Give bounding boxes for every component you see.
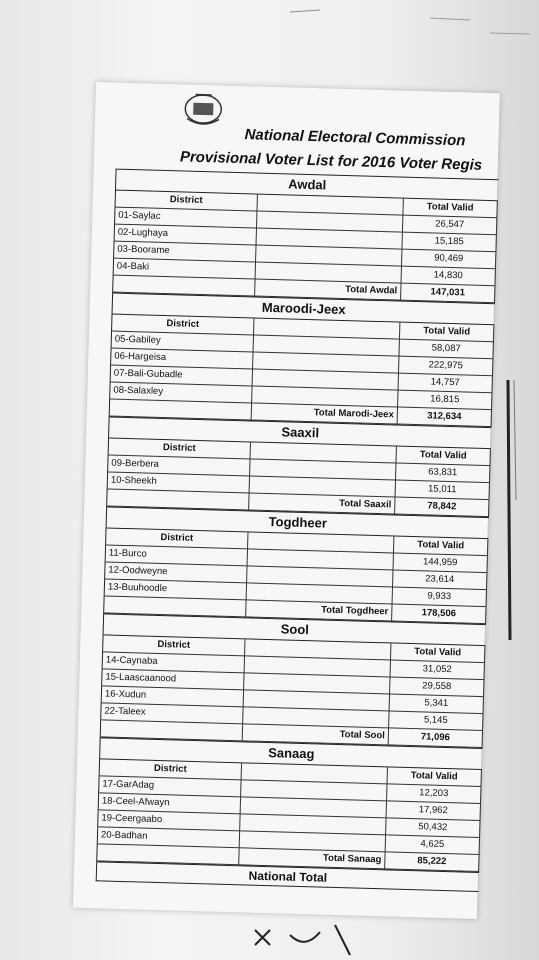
document-sheet bbox=[73, 82, 500, 919]
region-name: Togdheer bbox=[107, 507, 489, 539]
district-name: 14-Caynaba bbox=[103, 652, 245, 673]
district-total: 50,432 bbox=[386, 818, 480, 838]
document-title: Provisional Voter List for 2016 Voter Regis bbox=[179, 148, 483, 174]
district-name: 12-Oodweyne bbox=[105, 562, 247, 583]
region-name: Sool bbox=[104, 614, 486, 646]
scan-edge-mark bbox=[504, 380, 518, 640]
district-total: 14,757 bbox=[399, 374, 493, 394]
total-valid-column-header: Total Valid bbox=[400, 323, 494, 343]
district-total: 17,962 bbox=[387, 801, 481, 821]
district-total: 29,558 bbox=[390, 677, 484, 697]
region-total-label: Total Saaxil bbox=[249, 493, 395, 514]
region-block bbox=[107, 418, 491, 519]
district-column-header: District bbox=[109, 439, 251, 460]
district-name: 08-Salaxley bbox=[110, 383, 252, 404]
region-table bbox=[110, 315, 495, 428]
region-table bbox=[101, 635, 486, 748]
region-name: Saaxil bbox=[109, 418, 491, 450]
region-block bbox=[104, 507, 489, 625]
district-total: 5,145 bbox=[389, 711, 483, 731]
district-name: 13-Buuhoodle bbox=[105, 579, 247, 600]
district-column-header: District bbox=[103, 635, 245, 656]
region-total-label: Total Togdheer bbox=[246, 600, 392, 621]
district-total: 9,933 bbox=[393, 587, 487, 607]
district-name: 04-Baki bbox=[114, 259, 256, 280]
district-column-header: District bbox=[112, 315, 254, 336]
district-name: 17-GarAdag bbox=[99, 776, 241, 797]
district-total: 15,011 bbox=[396, 481, 490, 501]
district-column-header: District bbox=[116, 191, 258, 212]
district-name: 10-Sheekh bbox=[108, 472, 250, 493]
district-column-header: District bbox=[106, 528, 248, 549]
district-name: 01-Saylac bbox=[115, 208, 257, 229]
district-name: 05-Gabiley bbox=[112, 332, 254, 353]
organization-name: National Electoral Commission bbox=[244, 126, 466, 150]
district-name: 18-Ceel-Afwayn bbox=[99, 793, 241, 814]
district-name: 07-Bali-Gubadle bbox=[111, 366, 253, 387]
commission-seal-icon bbox=[175, 86, 232, 132]
district-total: 58,087 bbox=[399, 340, 493, 360]
region-table bbox=[104, 528, 488, 624]
district-total: 23,614 bbox=[393, 570, 487, 590]
district-name: 20-Badhan bbox=[98, 827, 240, 848]
handwritten-marks bbox=[250, 920, 390, 960]
district-total: 5,341 bbox=[390, 694, 484, 714]
district-name: 16-Xudun bbox=[102, 686, 244, 707]
scan-artifact-marks bbox=[280, 0, 539, 50]
total-valid-column-header: Total Valid bbox=[403, 199, 497, 219]
region-table bbox=[113, 191, 498, 304]
district-total: 4,625 bbox=[386, 835, 480, 855]
region-block bbox=[110, 294, 495, 429]
region-block bbox=[101, 614, 486, 749]
region-total-label: Total Marodi-Jeex bbox=[252, 403, 398, 424]
voter-table bbox=[96, 169, 499, 892]
total-valid-column-header: Total Valid bbox=[394, 537, 488, 557]
district-total: 90,469 bbox=[402, 250, 496, 270]
region-name: Sanaag bbox=[100, 738, 482, 770]
region-block bbox=[113, 170, 498, 305]
district-total: 31,052 bbox=[390, 660, 484, 680]
district-total: 63,831 bbox=[396, 464, 490, 484]
region-total-value: 178,506 bbox=[392, 604, 486, 624]
region-block bbox=[97, 738, 482, 873]
region-table bbox=[107, 439, 491, 518]
district-name: 11-Burco bbox=[106, 545, 248, 566]
region-total-value: 85,222 bbox=[385, 852, 479, 872]
region-total-label: Total Sool bbox=[243, 724, 389, 745]
region-name: Maroodi-Jeex bbox=[113, 294, 495, 326]
region-total-label: Total Awdal bbox=[255, 280, 401, 301]
region-total-value: 71,096 bbox=[389, 728, 483, 748]
district-name: 09-Berbera bbox=[108, 455, 250, 476]
district-name: 15-Laascaanood bbox=[102, 669, 244, 690]
district-total: 14,830 bbox=[401, 267, 495, 287]
total-valid-column-header: Total Valid bbox=[388, 767, 482, 787]
total-valid-column-header: Total Valid bbox=[391, 643, 485, 663]
district-name: 06-Hargeisa bbox=[111, 349, 253, 370]
region-table bbox=[97, 759, 482, 872]
district-total: 26,547 bbox=[403, 216, 497, 236]
district-name: 03-Boorame bbox=[114, 242, 256, 263]
district-column-header: District bbox=[100, 759, 242, 780]
district-name: 22-Taleex bbox=[101, 703, 243, 724]
district-name: 02-Lughaya bbox=[115, 225, 257, 246]
region-total-value: 78,842 bbox=[395, 498, 489, 518]
region-name: Awdal bbox=[116, 170, 498, 202]
district-total: 12,203 bbox=[387, 784, 481, 804]
total-valid-column-header: Total Valid bbox=[396, 447, 490, 467]
district-name: 19-Ceergaabo bbox=[98, 810, 240, 831]
district-total: 15,185 bbox=[402, 233, 496, 253]
district-total: 222,975 bbox=[399, 357, 493, 377]
district-total: 16,815 bbox=[398, 391, 492, 411]
district-total: 144,959 bbox=[393, 554, 487, 574]
region-total-value: 147,031 bbox=[401, 284, 495, 304]
region-total-value: 312,634 bbox=[398, 408, 492, 428]
national-total-label: National Total bbox=[248, 868, 328, 885]
region-total-label: Total Sanaag bbox=[239, 848, 385, 869]
